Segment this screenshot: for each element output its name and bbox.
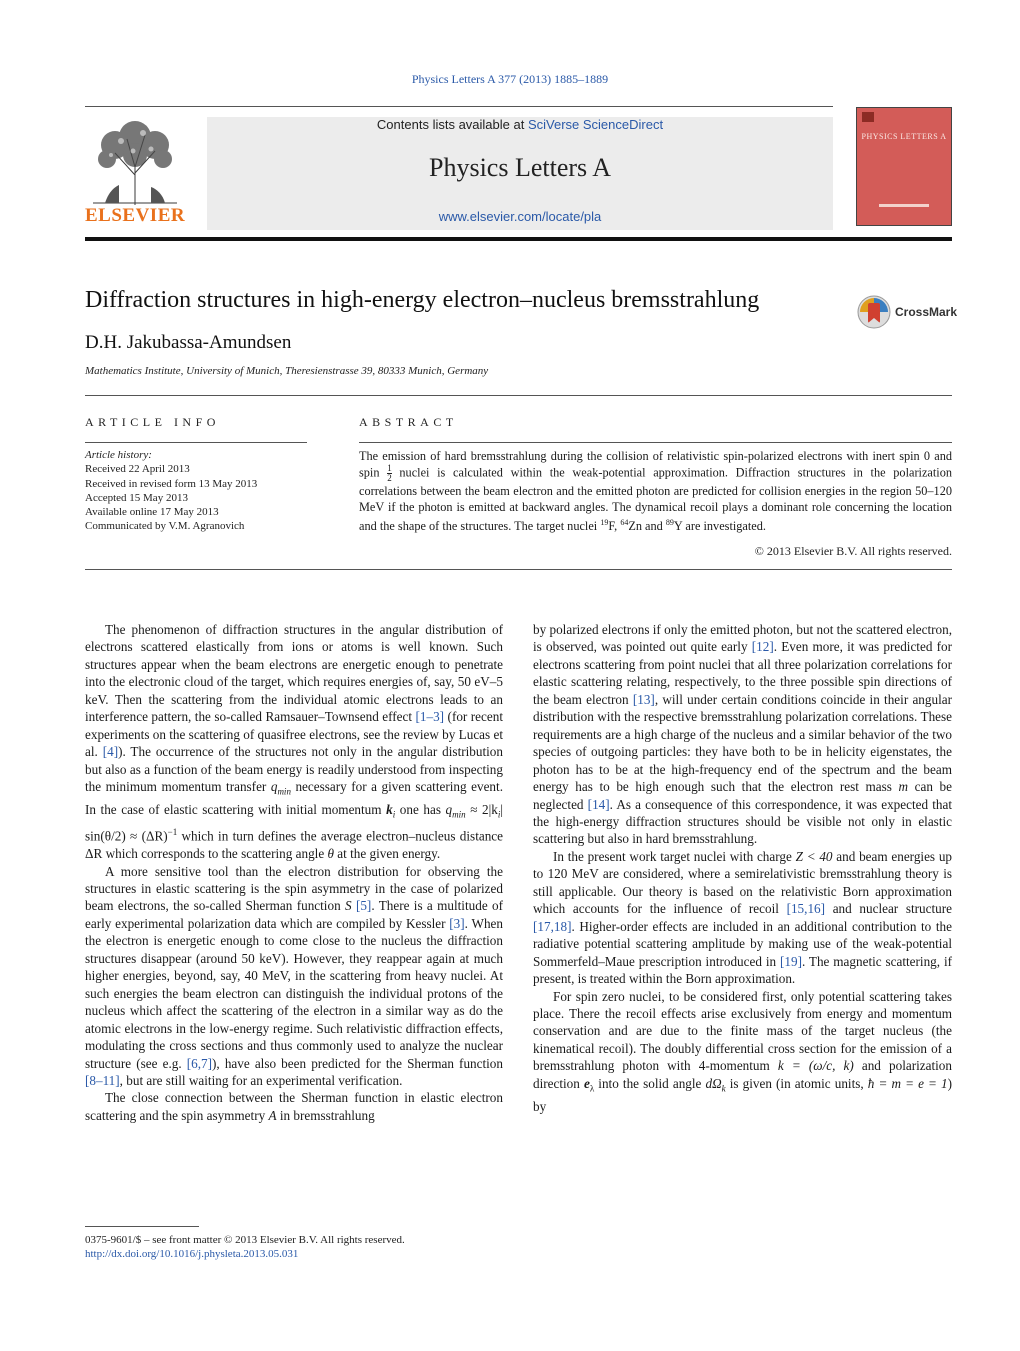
crossmark-icon <box>856 294 892 330</box>
body-paragraph: The phenomenon of diffraction structures in the angular distribution of electrons scattered elastically from ions or atoms is well known. Such structures appear when the beam electrons are energetic enough to penetrate into the electronic cloud of the target, which requires energies of, say, 50 eV–5 keV. Then the scattering from the individual atomic electrons leads to an interference pattern, the so-called Ramsauer–Townsend effect [1–3] (for recent experiments on the scattering of quasifree electrons, see the review by Lucas et al. [4]). The occurrence of the structures not only in the angular distribution but also as a function of the beam energy is readily understood from inspecting the minimum momentum transfer $q_{min}$ necessary for a given scattering event. In the case of elastic scattering with initial momentum $k_i$ one has $q_{min} \approx 2|k_i|$ $\sin(\theta/2) \approx (\Delta R)^{-1}$ which in turn defines the average electron–nucleus distance ΔR which corresponds to the scattering angle θ at the given energy. <box>85 622 504 862</box>
ref-link[interactable]: [1–3] <box>415 709 445 725</box>
math-A: A <box>268 1107 277 1123</box>
math-sub: min <box>452 809 466 820</box>
article-history <box>85 448 325 534</box>
info-top-rule <box>85 395 952 396</box>
math-S: S <box>345 898 352 914</box>
ref-link[interactable]: [12] <box>751 639 774 655</box>
footer-rule <box>85 1226 199 1227</box>
article-title: Diffraction structures in high-energy electron–nucleus bremsstrahlung <box>85 287 760 313</box>
math-formula: ≈ 2|k <box>470 802 498 818</box>
history-label: Article history: <box>85 449 152 461</box>
body-paragraph: For spin zero nuclei, to be considered first, only potential scattering takes place. There the recoil effects arise exclusively from energy and momentum conservation and are due to the finite mass of the target nucleus (the kinematical recoil). The doubly differential cross section for the emission of a bremsstrahlung photon with 4-momentum k = (ω/c, k) and polarization direction $e_\lambda$ into the solid angle $d\Omega_k$ is given (in atomic units, ħ = m = e = 1) by <box>533 988 953 1114</box>
fraction-denominator: 2 <box>387 473 392 483</box>
fraction-numerator: 1 <box>387 463 392 473</box>
fluorine-symbol: F, <box>608 519 621 534</box>
math-theta: θ <box>327 846 334 862</box>
zinc-symbol: Zn and <box>628 519 666 534</box>
abstract-copyright: © 2013 Elsevier B.V. All rights reserved. <box>754 544 952 558</box>
abstract-text <box>359 448 952 534</box>
body-paragraph: by polarized electrons if only the emitted photon, but not the scattered electron, is observed, was pointed out quite early [12]. Even more, it was predicted for electrons scattering from point nuclei that all three polarization correlations for elastic scattering relating, respectively, to the three possible spin directions of the beam electron [13], will under certain conditions coincide in their angular distribution with the respective bremsstrahlung polarization correlations. These requirements are a high charge of the nucleus and a similar behavior of the two species of outgoing particles: they have both to be in helicity eigenstates, the photon has to be at the high-frequency end of the spectrum and the beam energy has to be high enough such that the electron rest mass m can be neglected [14]. As a consequence of this correspondence, it was expected that the high-energy diffraction structures should be visible not only in elastic scattering but also in hard bremsstrahlung. <box>533 622 953 847</box>
math-formula: | sin(θ/2) ≈ (ΔR) <box>85 802 504 844</box>
math-sub: k <box>721 1083 726 1094</box>
math-k: k <box>386 802 393 818</box>
abstract-heading: ABSTRACT <box>359 415 458 429</box>
body-paragraph: In the present work target nuclei with charge Z < 40 and beam energies up to 120 MeV are considered, where a semirelativistic bremsstrahlung theory is still applicable. Our theory is based on the relativistic Born approximation which accounts for the influence of recoil [15,16] and nuclear structure [17,18]. Higher-order effects are included in an additional contribution to the radiative potential scattering amplitude by making use of the weak-potential Sommerfeld–Maue prescription introduced in [19]. The magnetic scattering, if present, is treated within the Born approximation. <box>533 848 953 987</box>
body-column-right <box>533 621 952 1115</box>
math-exp: −1 <box>167 827 178 838</box>
ref-link[interactable]: [13] <box>632 691 655 707</box>
ref-link[interactable]: [4] <box>102 744 119 760</box>
history-received: Received 22 April 2013 <box>85 463 190 476</box>
math-sub: λ <box>589 1083 595 1094</box>
elsevier-wordmark: ELSEVIER <box>85 205 186 226</box>
math-units: ħ = m = e = 1 <box>867 1075 948 1091</box>
elsevier-tree-icon <box>85 115 185 207</box>
author-affiliation: Mathematics Institute, University of Munich, Theresienstrasse 39, 80333 Munich, Germany <box>85 365 489 377</box>
header-rule <box>85 106 833 107</box>
math-m: m <box>898 779 909 795</box>
journal-title: Physics Letters A <box>429 153 611 182</box>
ref-link[interactable]: [15,16] <box>786 901 826 917</box>
author-name[interactable]: D.H. Jakubassa-Amundsen <box>85 332 292 353</box>
math-dOmega: dΩ <box>705 1075 722 1091</box>
body-paragraph: A more sensitive tool than the electron distribution for observing the structures in elastic scattering is the spin asymmetry in the case of polarized beam electrons, the so-called Sherman function S [5]. There is a multitude of early experimental polarization data which are compiled by Kessler [3]. When the electron is energetic enough to come close to the nucleus the diffraction structures disappear (around 50 keV). However, they reappear again at much higher energies, beyond, say, 40 MeV, in the scattering from heavy nuclei. At such energies the beam electron can distinguish the individual protons of the nucleus which affect the scattering of the electron in a similar way as do the atomic electrons in the low-energy regime. Such relativistic diffraction effects, modulating the cross sections and thus commonly used to analyze the nuclear structure (see e.g. [6,7]), have also been predicted for the Sherman function [8–11], but are still waiting for an experimental verification. <box>85 863 503 1088</box>
ref-link[interactable]: [5] <box>355 898 372 914</box>
abstract-rule <box>359 442 952 443</box>
footer-issn: 0375-9601/$ – see front matter © 2013 Elsevier B.V. All rights reserved. <box>85 1234 405 1246</box>
ref-link[interactable]: [19] <box>779 953 802 969</box>
crossmark-badge[interactable] <box>856 294 966 330</box>
math-q: q <box>445 802 453 818</box>
article-info-rule <box>85 442 307 443</box>
ref-link[interactable]: [8–11] <box>85 1073 120 1088</box>
abstract-bottom-rule <box>85 569 952 570</box>
body-paragraph: The close connection between the Sherman function in elastic electron scattering and the spin asymmetry A in bremsstrahlung <box>85 1090 503 1123</box>
elsevier-logo[interactable] <box>85 115 185 227</box>
history-revised: Received in revised form 13 May 2013 <box>85 477 258 490</box>
ref-link[interactable]: [17,18] <box>533 918 572 934</box>
yttrium-mass-number: 89 <box>665 518 674 527</box>
math-e: e <box>583 1075 590 1091</box>
journal-cover-thumbnail[interactable] <box>856 107 952 226</box>
body-column-left <box>85 621 503 1124</box>
journal-banner <box>207 117 833 230</box>
math-Z: Z < 40 <box>795 848 833 864</box>
cover-bar <box>879 204 929 207</box>
math-sub: i <box>497 809 501 820</box>
article-info-heading: ARTICLE INFO <box>85 415 220 429</box>
fluorine-mass-number: 19 <box>600 518 609 527</box>
ref-link[interactable]: [14] <box>587 796 610 812</box>
math-k-vector: k = (ω/c, k) <box>777 1058 854 1074</box>
ref-link[interactable]: [3] <box>449 915 465 931</box>
history-online: Available online 17 May 2013 <box>85 506 219 519</box>
header-thick-rule <box>85 237 952 241</box>
math-sub: min <box>277 786 291 797</box>
ref-link[interactable]: [6,7] <box>186 1055 213 1071</box>
contents-line <box>207 117 833 132</box>
crossmark-label: CrossMark <box>895 305 958 319</box>
history-accepted: Accepted 15 May 2013 <box>85 491 188 504</box>
math-sub: i <box>392 809 396 820</box>
zinc-mass-number: 64 <box>620 518 629 527</box>
contents-prefix: Contents lists available at <box>376 117 528 132</box>
footer <box>85 1233 405 1261</box>
history-communicated: Communicated by V.M. Agranovich <box>85 520 245 533</box>
abstract-part1: The emission of hard bremsstrahlung during the collision of relativistic spin-polarized electrons with inert spin 0 and spin <box>359 449 952 480</box>
cover-title: PHYSICS LETTERS A <box>861 132 947 141</box>
abstract-part2: nuclei is calculated within the weak-potential approximation. Diffraction structures in the polarization correlations between the beam electron and the emitted photon are predicted for collision energies in the region 50–120 MeV if the photon is emitted at backward angles. The dynamical recoil plays a dominant role concerning the location and the shape of the structures. The target nuclei <box>359 465 952 534</box>
journal-homepage-link[interactable]: www.elsevier.com/locate/pla <box>438 209 602 224</box>
doi-link[interactable]: http://dx.doi.org/10.1016/j.physleta.2013.05.031 <box>85 1248 299 1260</box>
journal-citation[interactable]: Physics Letters A 377 (2013) 1885–1889 <box>411 72 609 86</box>
cover-logo-icon <box>862 112 874 122</box>
math-q: q <box>270 779 278 795</box>
yttrium-symbol: Y are investigated. <box>673 519 766 534</box>
sciencedirect-link[interactable]: SciVerse ScienceDirect <box>527 117 664 132</box>
